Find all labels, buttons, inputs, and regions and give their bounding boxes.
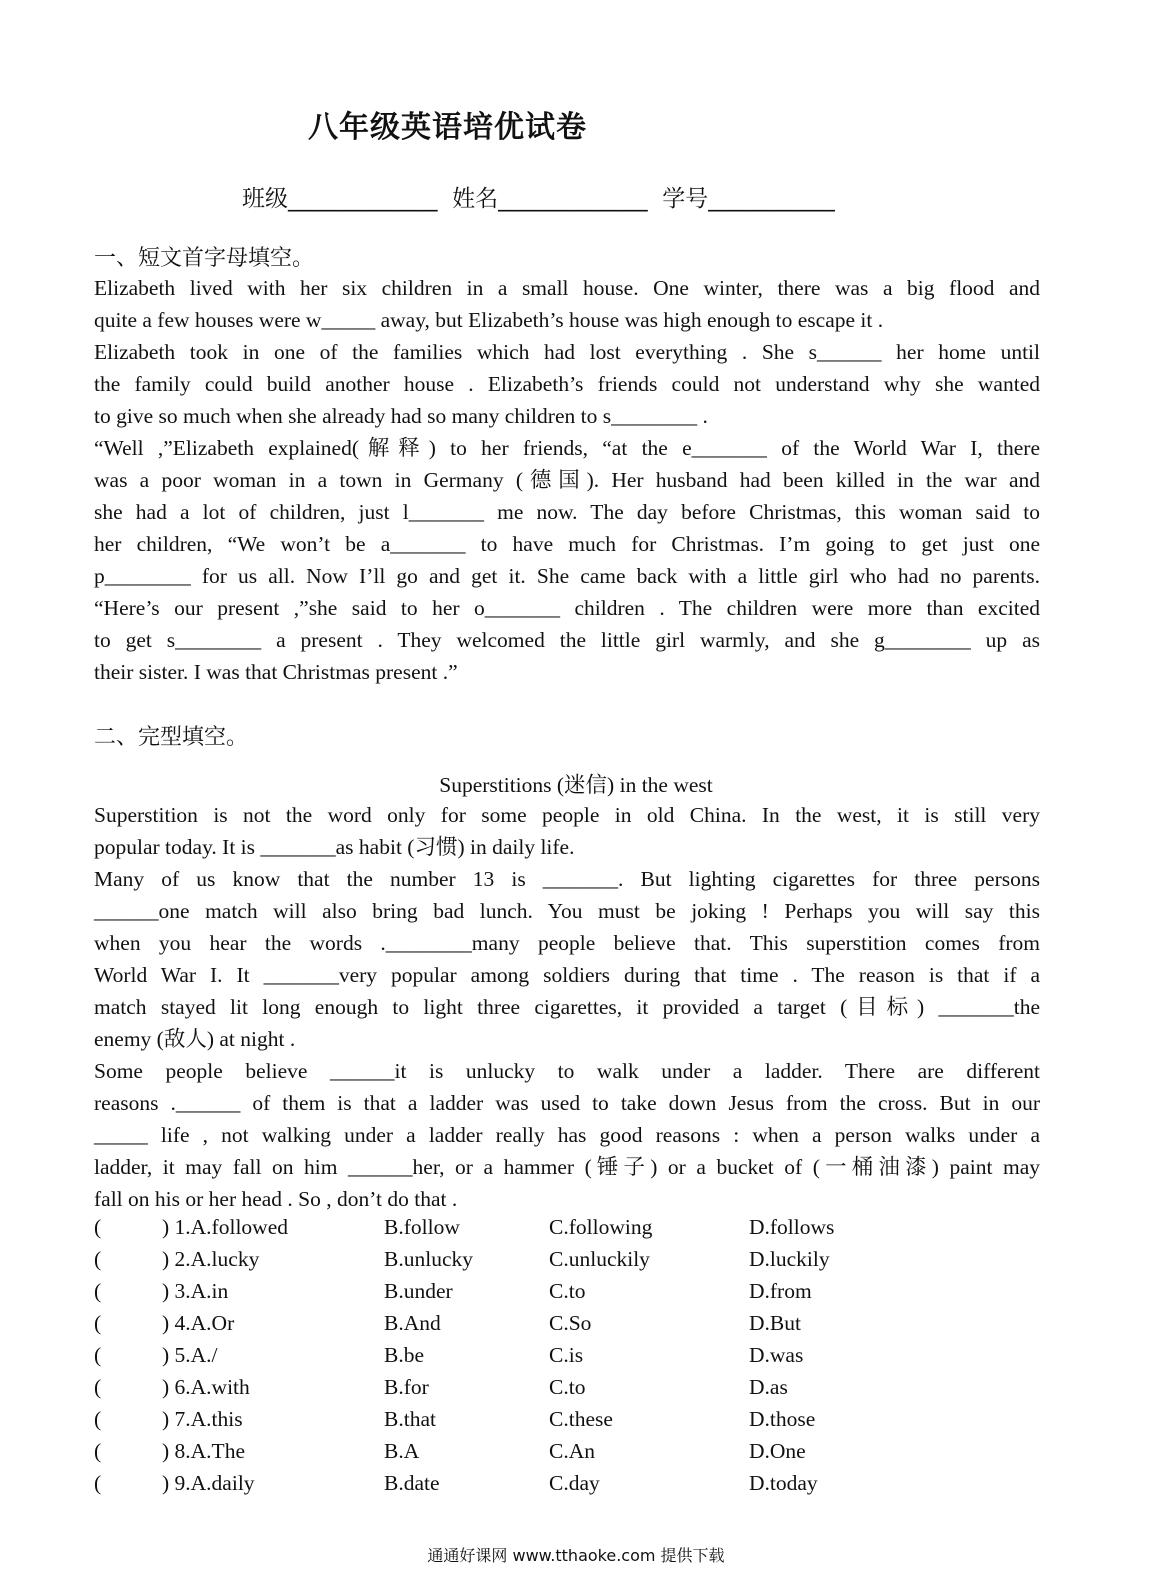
question-option-row [94, 1471, 994, 1503]
option-a: ) 7.A.this [162, 1407, 243, 1431]
answer-paren: ( [94, 1247, 102, 1271]
option-d: D.those [749, 1407, 816, 1431]
passage-line: World War I. It _______very popular among soldiers during that time . The reason is that if a [94, 963, 1040, 987]
option-d: D.was [749, 1343, 804, 1367]
option-b: B.follow [384, 1215, 460, 1239]
question-option-row [94, 1215, 994, 1247]
option-a: ) 3.A.in [162, 1279, 229, 1303]
option-b: B.be [384, 1343, 425, 1367]
section-2-heading: 二、完型填空。 [94, 725, 249, 750]
option-b: B.for [384, 1375, 429, 1399]
option-b: B.under [384, 1279, 453, 1303]
option-c: C.An [549, 1439, 595, 1463]
answer-paren: ( [94, 1215, 102, 1239]
answer-paren: ( [94, 1279, 102, 1303]
option-b: B.that [384, 1407, 436, 1431]
page-title: 八年级英语培优试卷 [308, 110, 587, 145]
option-d: D.follows [749, 1215, 835, 1239]
option-a: ) 4.A.Or [162, 1311, 235, 1335]
question-option-row [94, 1343, 994, 1375]
passage-line: “Well ,”Elizabeth explained(解释) to her friends, “at the e_______ of the World War I, there [94, 436, 1040, 460]
passage-line: reasons .______ of them is that a ladder was used to take down Jesus from the cross. But in our [94, 1091, 1040, 1115]
option-c: C.to [549, 1279, 586, 1303]
option-b: B.date [384, 1471, 440, 1495]
option-b: B.And [384, 1311, 441, 1335]
question-option-row [94, 1407, 994, 1439]
passage-title: Superstitions (迷信) in the west [439, 773, 713, 797]
option-a: ) 1.A.followed [162, 1215, 288, 1239]
passage-line: enemy (敌人) at night . [94, 1027, 296, 1051]
question-option-row [94, 1375, 994, 1407]
passage-line: her children, “We won’t be a_______ to have much for Christmas. I’m going to get just one [94, 532, 1040, 556]
student-info-line: 班级_____________ 姓名_____________ 学号___________ [242, 186, 835, 212]
option-c: C.So [549, 1311, 592, 1335]
answer-paren: ( [94, 1407, 102, 1431]
option-a: ) 9.A.daily [162, 1471, 255, 1495]
option-d: D.today [749, 1471, 818, 1495]
option-a: ) 5.A./ [162, 1343, 218, 1367]
passage-line: their sister. I was that Christmas present .” [94, 660, 458, 684]
option-c: C.following [549, 1215, 653, 1239]
option-c: C.unluckily [549, 1247, 650, 1271]
option-a: ) 2.A.lucky [162, 1247, 260, 1271]
footer-source: 通通好课网 www.tthaoke.com 提供下载 [427, 1546, 725, 1565]
passage-line: Some people believe ______it is unlucky to walk under a ladder. There are different [94, 1059, 1040, 1083]
section-1-passage [94, 272, 1040, 688]
option-c: C.these [549, 1407, 613, 1431]
option-c: C.is [549, 1343, 584, 1367]
option-d: D.as [749, 1375, 788, 1399]
passage-line: popular today. It is _______as habit (习惯) in daily life. [94, 835, 575, 859]
question-option-row [94, 1247, 994, 1279]
passage-line: “Here’s our present ,”she said to her o_______ children . The children were more than excited [94, 596, 1040, 620]
option-d: D.One [749, 1439, 806, 1463]
option-b: B.A [384, 1439, 420, 1463]
answer-paren: ( [94, 1343, 102, 1367]
answer-paren: ( [94, 1439, 102, 1463]
passage-line: to give so much when she already had so many children to s________ . [94, 404, 708, 428]
passage-line: when you hear the words .________many people believe that. This superstition comes from [94, 931, 1040, 955]
option-c: C.to [549, 1375, 586, 1399]
passage-line: match stayed lit long enough to light three cigarettes, it provided a target (目标) _______the [94, 995, 1040, 1019]
passage-line: was a poor woman in a town in Germany (德国). Her husband had been killed in the war and [94, 468, 1040, 492]
option-c: C.day [549, 1471, 600, 1495]
passage-line: Superstition is not the word only for some people in old China. In the west, it is still very [94, 803, 1040, 827]
passage-line: the family could build another house . Elizabeth’s friends could not understand why she wanted [94, 372, 1040, 396]
option-a: ) 6.A.with [162, 1375, 250, 1399]
passage-line: she had a lot of children, just l_______ me now. The day before Christmas, this woman said to [94, 500, 1040, 524]
passage-line: quite a few houses were w_____ away, but Elizabeth’s house was high enough to escape it . [94, 308, 884, 332]
answer-paren: ( [94, 1375, 102, 1399]
passage-line: ______one match will also bring bad lunch. You must be joking ! Perhaps you will say this [94, 899, 1040, 923]
answer-paren: ( [94, 1471, 102, 1495]
passage-line: to get s________ a present . They welcomed the little girl warmly, and she g________ up as [94, 628, 1040, 652]
question-option-row [94, 1439, 994, 1471]
passage-line: Elizabeth took in one of the families which had lost everything . She s______ her home until [94, 340, 1040, 364]
section-2-passage [94, 799, 1040, 1215]
section-1-heading: 一、短文首字母填空。 [94, 246, 315, 271]
answer-options [94, 1215, 994, 1503]
passage-line: ladder, it may fall on him ______her, or a hammer (锤子) or a bucket of (一桶油漆) paint may [94, 1155, 1040, 1179]
option-a: ) 8.A.The [162, 1439, 245, 1463]
passage-line: Elizabeth lived with her six children in a small house. One winter, there was a big flood and [94, 276, 1040, 300]
option-b: B.unlucky [384, 1247, 473, 1271]
passage-line: Many of us know that the number 13 is _______. But lighting cigarettes for three persons [94, 867, 1040, 891]
question-option-row [94, 1311, 994, 1343]
answer-paren: ( [94, 1311, 102, 1335]
passage-line: p________ for us all. Now I’ll go and get it. She came back with a little girl who had no parents. [94, 564, 1040, 588]
question-option-row [94, 1279, 994, 1311]
passage-line: fall on his or her head . So , don’t do that . [94, 1187, 458, 1211]
option-d: D.luckily [749, 1247, 830, 1271]
option-d: D.But [749, 1311, 801, 1335]
passage-line: _____ life , not walking under a ladder really has good reasons : when a person walks under a [94, 1123, 1040, 1147]
option-d: D.from [749, 1279, 812, 1303]
